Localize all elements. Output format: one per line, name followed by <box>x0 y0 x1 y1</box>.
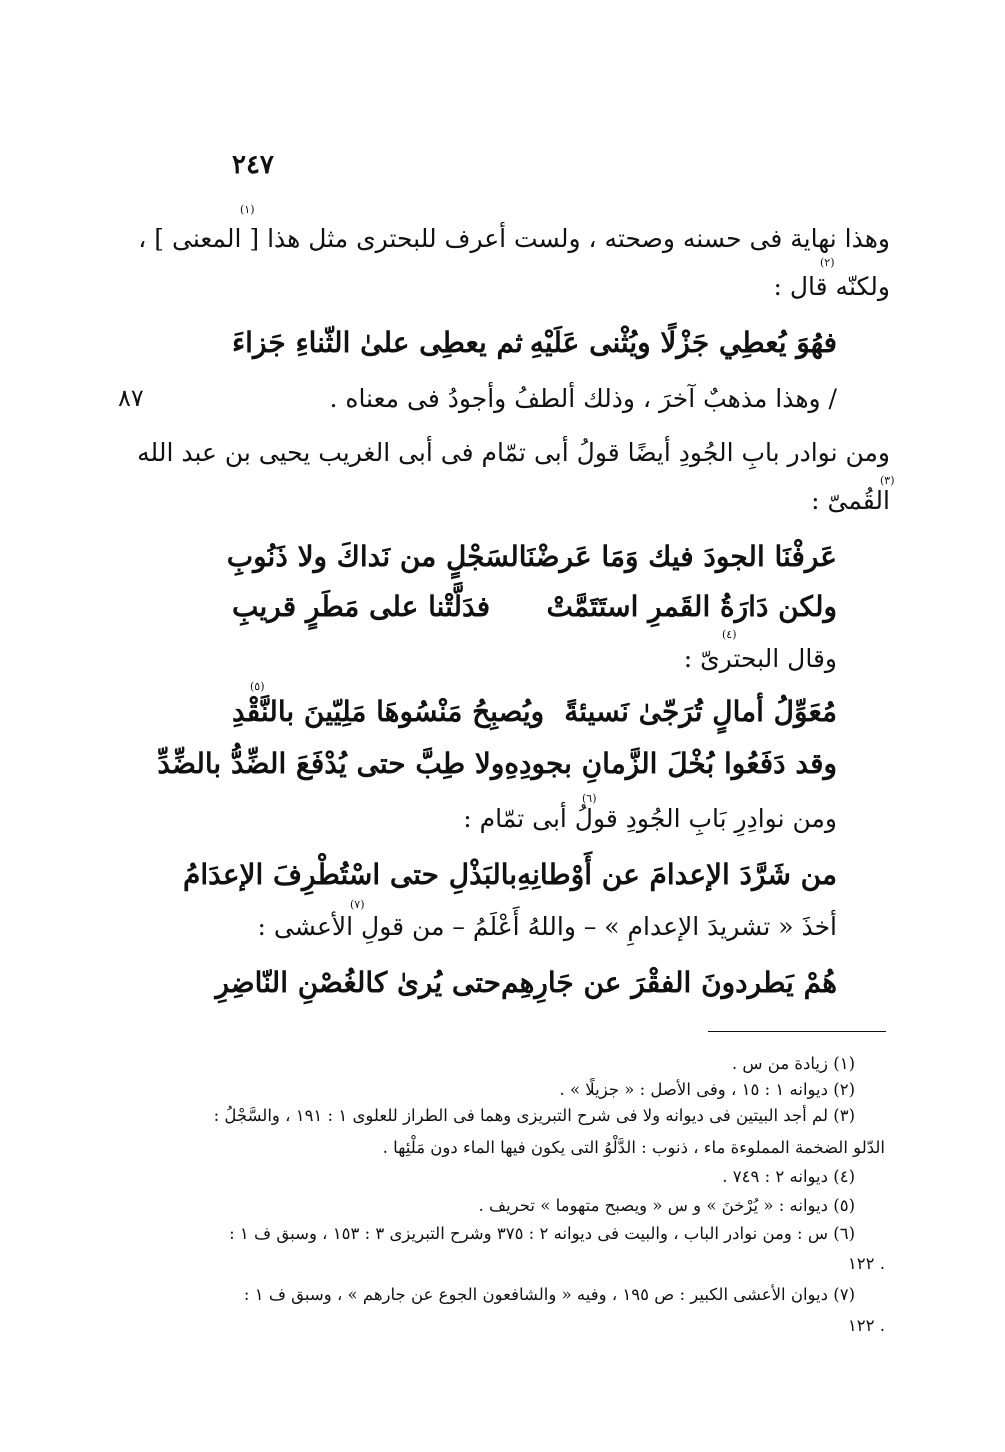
verse-5-second-hemistich: ولا طِبَّ حتى يُدْفَعَ الضِّدُّ بالضِّدِّ <box>157 747 505 780</box>
prose-line-4: ومن نوادر بابِ الجُودِ أيضًا قولُ أبى تمّام فى أبى الغريب يحيى بن عبد الله <box>137 438 890 467</box>
footnote-separator <box>708 1031 886 1032</box>
footnote-4: (٤) ديوانه ٢ : ٧٤٩ . <box>722 1167 855 1186</box>
verse-4-second-hemistich: ويُصبِحُ مَنْسُوهَا مَلِيّينَ بالنَّقْدِ <box>232 695 545 728</box>
footnote-7-line-2: ١٢٢ . <box>847 1316 885 1335</box>
prose-line-8: أخذَ « تشريدَ الإعدامِ » – واللهُ أَعْلَمُ – من قولِ الأعشى : <box>257 912 837 941</box>
verse-7-first-hemistich: هُمْ يَطردونَ الفقْرَ عن جَارِهِم <box>500 966 837 999</box>
verse-3-second-hemistich: فدَلَّتْنا على مَطَرٍ قريبِ <box>232 590 491 623</box>
footnote-5: (٥) ديوانه : « يُرْخنَ » و س « ويصبح متهوما » تحريف . <box>478 1196 855 1215</box>
verse-line-6 <box>183 858 837 891</box>
verse-line-1 <box>232 326 837 359</box>
footnote-marker-2: (٢) <box>820 256 835 269</box>
verse-7-second-hemistich: حتى يُرىٰ كالغُصْنِ النّاضِرِ <box>215 966 501 999</box>
footnote-marker-5: (٥) <box>250 680 265 693</box>
verse-6-first-hemistich: من شَرَّدَ الإعدامَ عن أَوْطانِهِ <box>517 858 837 891</box>
verse-2-first-hemistich: عَرفْنَا الجودَ فيك وَمَا عَرضْنَا <box>518 540 837 573</box>
footnote-2: (٢) ديوانه ١ : ١٥ ، وفى الأصل : « جزيلًا » . <box>559 1080 855 1099</box>
footnote-marker-1: (١) <box>240 203 255 216</box>
prose-line-3: / وهذا مذهبٌ آخرَ ، وذلك ألطفُ وأجودُ فى معناه . <box>329 384 837 413</box>
verse-line-2 <box>226 540 837 573</box>
verse-1-second-hemistich: ثم يعطِى علىٰ الثّناءِ جَزاءَ <box>232 326 523 359</box>
verse-6-second-hemistich: بالبَذْلِ حتى اسْتُطْرِفَ الإعدَامُ <box>183 858 518 891</box>
footnote-3-line-2: الدّلو الضخمة المملوءة ماء ، ذنوب : الدَّلْوُ التى يكون فيها الماء دون مَلْئِها . <box>382 1138 885 1157</box>
verse-2-second-hemistich: لسَجْلٍ من نَداكَ ولا ذَنُوبِ <box>226 540 519 573</box>
verse-line-3 <box>232 590 837 623</box>
footnote-marker-6: (٦) <box>582 792 597 805</box>
margin-page-reference: ٨٧ <box>118 384 144 412</box>
verse-4-first-hemistich: مُعَوِّلُ أمالٍ تُرَجّىٰ نَسيئةً <box>564 695 837 728</box>
footnote-6-line-1: (٦) س : ومن نوادر الباب ، والبيت فى ديوانه ٢ : ٣٧٥ وشرح التبريزى ٣ : ١٥٣ ، وسبق ف ١ : <box>229 1224 855 1243</box>
footnote-marker-4: (٤) <box>722 628 737 641</box>
footnote-marker-7: (٧) <box>350 898 365 911</box>
prose-line-7: ومن نوادِرِ بَابِ الجُودِ قولُ أبى تمّام : <box>463 804 837 833</box>
footnote-1: (١) زيادة من س . <box>731 1054 855 1073</box>
verse-3-first-hemistich: ولكن دَارَةُ القَمرِ استَتَمَّتْ <box>546 590 837 623</box>
footnote-3-line-1: (٣) لم أجد البيتين فى ديوانه ولا فى شرح التبريزى وهما فى الطراز للعلوى ١ : ١٩١ ، والسَّجْلُ : <box>213 1106 855 1125</box>
prose-line-6: وقال البحترىّ : <box>683 644 837 673</box>
verse-line-5 <box>157 747 837 780</box>
footnote-7-line-1: (٧) ديوان الأعشى الكبير : ص ١٩٥ ، وفيه « والشافعون الجوع عن جارهم » ، وسبق ف ١ : <box>243 1285 855 1304</box>
verse-1-first-hemistich: فهُوَ يُعطِي جَزْلًا ويُثْنى عَلَيْهِ <box>529 326 837 359</box>
prose-line-2: ولكنّه قال : <box>773 272 890 301</box>
footnote-marker-3: (٣) <box>880 474 895 487</box>
verse-5-first-hemistich: وقد دَفَعُوا بُخْلَ الزَّمانِ بجودِهِ <box>504 747 837 780</box>
prose-line-5: القُمىّ : <box>811 486 890 515</box>
verse-line-4 <box>232 695 837 728</box>
footnote-6-line-2: ١٢٢ . <box>847 1254 885 1273</box>
page-number: ٢٤٧ <box>232 150 274 180</box>
verse-line-7 <box>215 966 837 999</box>
prose-line-1: وهذا نهاية فى حسنه وصحته ، ولست أعرف للبحترى مثل هذا [ المعنى ] ، <box>138 224 890 253</box>
